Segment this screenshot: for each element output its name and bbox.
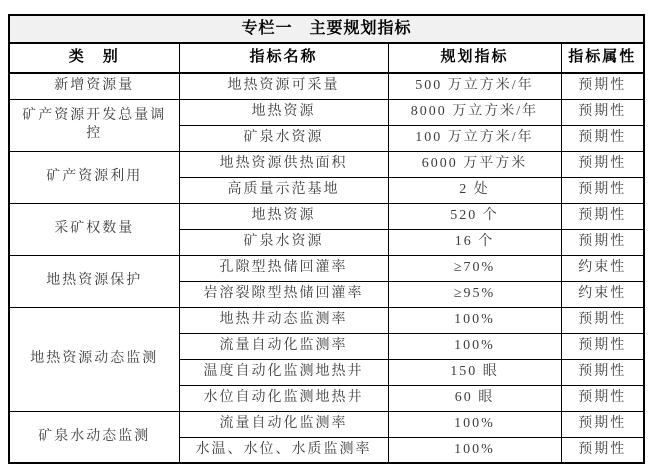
indicator-value-cell: ≥95% xyxy=(388,281,561,307)
indicator-attr-cell: 预期性 xyxy=(561,359,644,385)
indicator-value-cell: 100 万立方米/年 xyxy=(388,125,561,151)
table-row xyxy=(9,255,644,281)
indicator-name-cell: 地热资源 xyxy=(179,203,388,229)
indicator-name-cell: 水温、水位、水质监测率 xyxy=(179,437,388,463)
indicator-value-cell: 520 个 xyxy=(388,203,561,229)
table-title-row xyxy=(9,15,644,43)
indicator-value-cell: 500 万立方米/年 xyxy=(388,73,561,99)
indicator-attr-cell: 预期性 xyxy=(561,151,644,177)
indicator-attr-cell: 预期性 xyxy=(561,385,644,411)
indicator-value-cell: 6000 万平方米 xyxy=(388,151,561,177)
indicator-attr-cell: 约束性 xyxy=(561,255,644,281)
category-cell: 矿产资源利用 xyxy=(9,151,179,203)
indicator-attr-cell: 预期性 xyxy=(561,307,644,333)
category-cell: 采矿权数量 xyxy=(9,203,179,255)
table-row xyxy=(9,151,644,177)
table-header-row xyxy=(9,43,644,73)
category-cell: 地热资源动态监测 xyxy=(9,307,179,411)
indicator-name-cell: 地热资源供热面积 xyxy=(179,151,388,177)
indicator-value-cell: 100% xyxy=(388,307,561,333)
indicator-attr-cell: 预期性 xyxy=(561,99,644,125)
category-cell: 矿产资源开发总量调控 xyxy=(9,99,179,151)
indicator-attr-cell: 预期性 xyxy=(561,437,644,463)
table-row xyxy=(9,203,644,229)
indicator-value-cell: 100% xyxy=(388,333,561,359)
indicator-name-cell: 矿泉水资源 xyxy=(179,229,388,255)
indicator-attr-cell: 预期性 xyxy=(561,203,644,229)
indicator-attr-cell: 预期性 xyxy=(561,229,644,255)
category-cell: 地热资源保护 xyxy=(9,255,179,307)
table-row xyxy=(9,411,644,437)
category-cell: 新增资源量 xyxy=(9,73,179,99)
col-header-indicator-name: 指标名称 xyxy=(179,43,388,73)
col-header-indicator-attr: 指标属性 xyxy=(561,43,644,73)
table-row xyxy=(9,99,644,125)
indicator-name-cell: 地热资源 xyxy=(179,99,388,125)
indicator-name-cell: 孔隙型热储回灌率 xyxy=(179,255,388,281)
indicator-name-cell: 水位自动化监测地热井 xyxy=(179,385,388,411)
planning-indicators-table xyxy=(8,14,645,464)
indicator-name-cell: 岩溶裂隙型热储回灌率 xyxy=(179,281,388,307)
table-title: 专栏一 主要规划指标 xyxy=(9,15,644,43)
table-row xyxy=(9,73,644,99)
indicator-name-cell: 地热资源可采量 xyxy=(179,73,388,99)
indicator-value-cell: 16 个 xyxy=(388,229,561,255)
indicator-name-cell: 矿泉水资源 xyxy=(179,125,388,151)
col-header-planning-indicator: 规划指标 xyxy=(388,43,561,73)
category-cell: 矿泉水动态监测 xyxy=(9,411,179,463)
indicator-value-cell: 2 处 xyxy=(388,177,561,203)
table-row xyxy=(9,307,644,333)
indicator-attr-cell: 预期性 xyxy=(561,411,644,437)
indicator-attr-cell: 约束性 xyxy=(561,281,644,307)
indicator-attr-cell: 预期性 xyxy=(561,73,644,99)
indicator-value-cell: ≥70% xyxy=(388,255,561,281)
indicator-name-cell: 温度自动化监测地热井 xyxy=(179,359,388,385)
indicator-name-cell: 高质量示范基地 xyxy=(179,177,388,203)
indicator-name-cell: 流量自动化监测率 xyxy=(179,333,388,359)
indicator-attr-cell: 预期性 xyxy=(561,333,644,359)
indicator-value-cell: 100% xyxy=(388,411,561,437)
indicator-name-cell: 流量自动化监测率 xyxy=(179,411,388,437)
indicator-value-cell: 150 眼 xyxy=(388,359,561,385)
indicator-value-cell: 60 眼 xyxy=(388,385,561,411)
indicator-name-cell: 地热井动态监测率 xyxy=(179,307,388,333)
indicator-value-cell: 8000 万立方米/年 xyxy=(388,99,561,125)
indicator-value-cell: 100% xyxy=(388,437,561,463)
indicator-attr-cell: 预期性 xyxy=(561,177,644,203)
col-header-category: 类 别 xyxy=(9,43,179,73)
indicator-attr-cell: 预期性 xyxy=(561,125,644,151)
